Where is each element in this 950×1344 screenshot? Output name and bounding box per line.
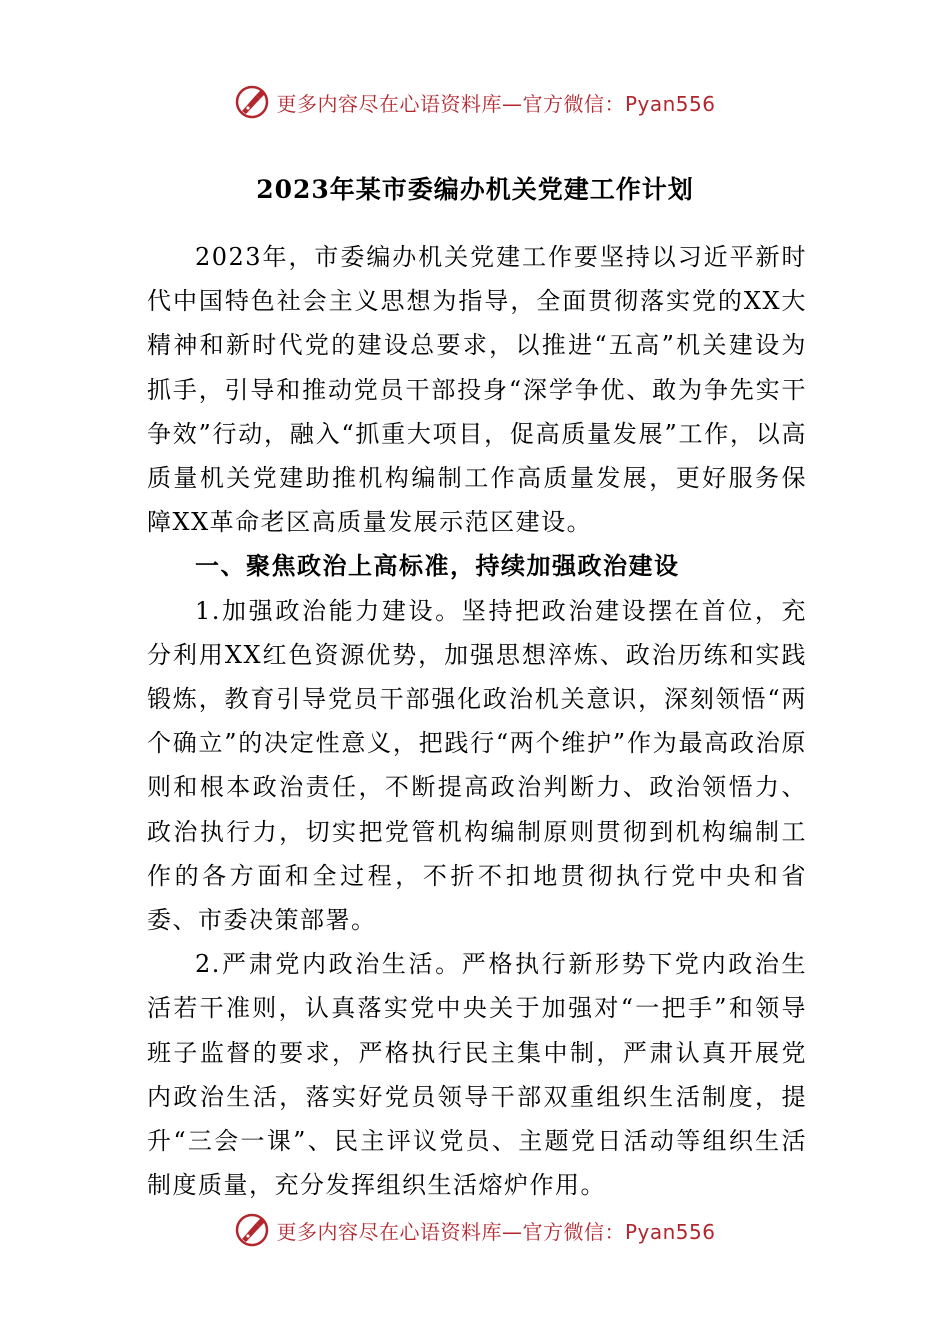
item-paragraph-2: 2.严肃党内政治生活。严格执行新形势下党内政治生活若干准则，认真落实党中央关于加强对“一把手”和领导班子监督的要求，严格执行民主集中制，严肃认真开展党内政治生活，落实好党员领导干部双重组织生活制度，提升“三会一课”、民主评议党员、主题党日活动等组织生活制度质量，充分发挥组织生活熔炉作用。: [147, 950, 807, 1200]
pen-nib-logo-icon: [234, 84, 270, 120]
watermark-banner-text: 更多内容尽在心语资料库—官方微信：Pyan556: [276, 1219, 716, 1244]
item-paragraph-1: 1.加强政治能力建设。坚持把政治建设摆在首位，充分利用XX红色资源优势，加强思想淬炼、政治历练和实践锻炼，教育引导党员干部强化政治机关意识，深刻领悟“两个确立”的决定性意义，把践行“两个维护”作为最高政治原则和根本政治责任，不断提高政治判断力、政治领悟力、政治执行力，切实把党管机构编制原则贯彻到机构编制工作的各方面和全过程，不折不扣地贯彻执行党中央和省委、市委决策部署。: [147, 596, 807, 935]
document-title: 2023年某市委编办机关党建工作计划: [256, 175, 694, 204]
document-body: [147, 235, 807, 1207]
intro-paragraph: 2023年，市委编办机关党建工作要坚持以习近平新时代中国特色社会主义思想为指导，全面贯彻落实党的XX大精神和新时代党的建设总要求，以推进“五高”机关建设为抓手，引导和推动党员干部投身“深学争优、敢为争先实干争效”行动，融入“抓重大项目，促高质量发展”工作，以高质量机关党建助推机构编制工作高质量发展，更好服务保障XX革命老区高质量发展示范区建设。: [147, 243, 807, 537]
watermark-banner-bottom: [0, 1210, 950, 1250]
section-heading-1: 一、聚焦政治上高标准，持续加强政治建设: [195, 551, 680, 581]
watermark-banner-text: 更多内容尽在心语资料库—官方微信：Pyan556: [276, 91, 716, 116]
watermark-banner-top: [0, 82, 950, 122]
pen-nib-logo-icon: [234, 1212, 270, 1248]
